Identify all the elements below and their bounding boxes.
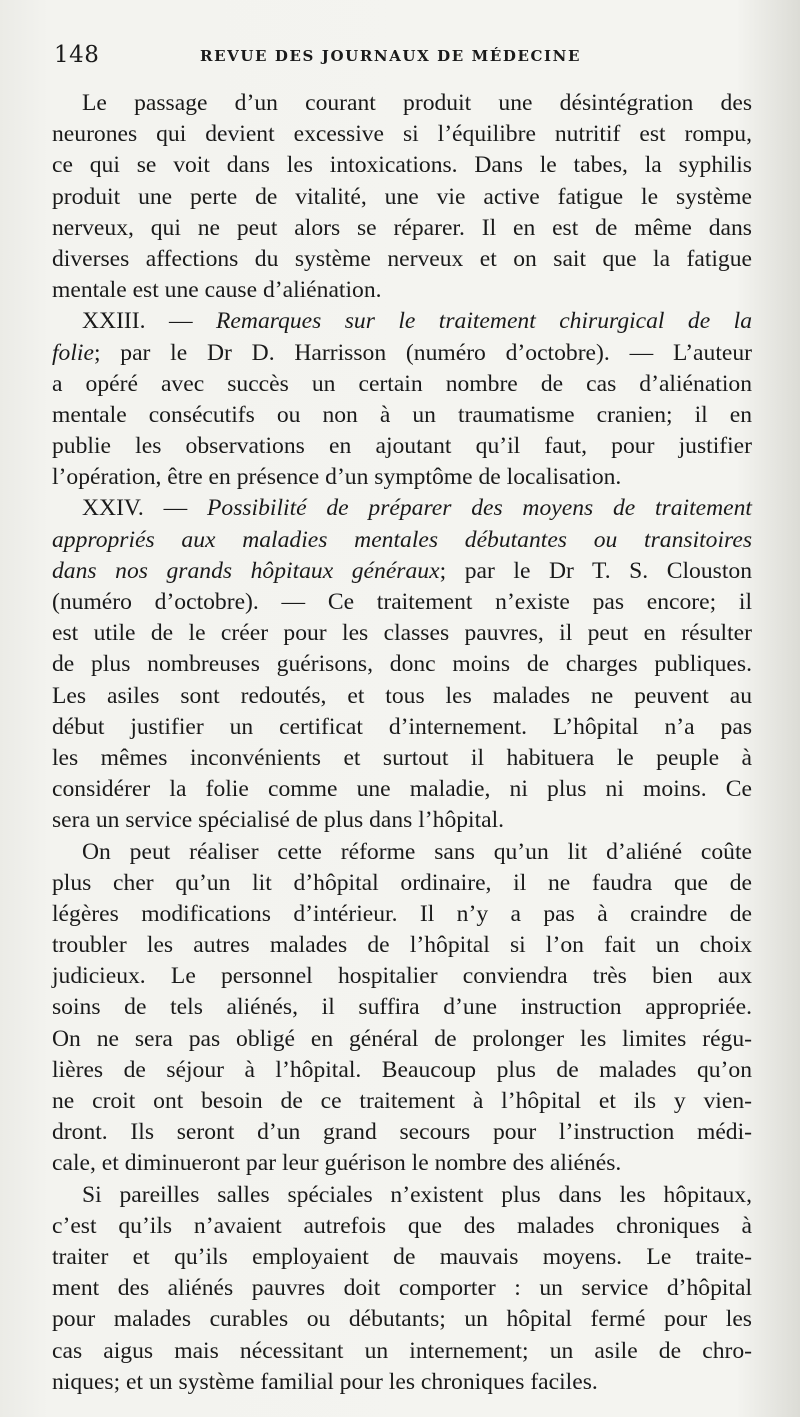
text-line bbox=[52, 338, 752, 369]
text-segment: neurones qui devient excessive si l’équilibre nutritif est rompu, bbox=[52, 121, 752, 148]
text-line bbox=[52, 1211, 752, 1242]
text-segment: c’est qu’ils n’avaient autrefois que des malades chroniques à bbox=[52, 1212, 752, 1239]
text-line bbox=[52, 649, 752, 680]
text-segment: ; par le Dr T. S. Clouston bbox=[439, 557, 752, 584]
text-segment: dront. Ils seront d’un grand secours pour l’instruction médi- bbox=[52, 1119, 752, 1146]
text-segment: judicieux. Le personnel hospitalier conviendra très bien aux bbox=[52, 963, 752, 990]
text-segment: plus cher qu’un lit d’hôpital ordinaire, il ne faudra que de bbox=[52, 869, 752, 896]
text-line bbox=[52, 1180, 752, 1211]
text-line bbox=[52, 493, 752, 524]
text-segment: niques; et un système familial pour les chroniques faciles. bbox=[52, 1368, 598, 1395]
italic-text-segment: folie bbox=[52, 339, 94, 366]
text-line bbox=[52, 712, 752, 743]
text-segment: (numéro d’octobre). — Ce traitement n’existe pas encore; il bbox=[52, 589, 752, 615]
text-segment: Les asiles sont redoutés, et tous les malades ne peuvent au bbox=[52, 682, 752, 709]
text-segment: lières de séjour à l’hôpital. Beaucoup plus de malades qu’on bbox=[52, 1056, 752, 1083]
text-segment: produit une perte de vitalité, une vie active fatigue le système bbox=[52, 183, 752, 210]
italic-text-segment: dans nos grands hôpitaux généraux bbox=[52, 557, 440, 584]
text-line bbox=[52, 805, 752, 836]
text-segment: traiter et qu’ils employaient de mauvais moyens. Le traite- bbox=[52, 1243, 752, 1270]
text-line bbox=[52, 899, 752, 930]
text-line bbox=[52, 150, 752, 181]
text-segment: mentale consécutifs ou non à un traumatisme cranien; il en bbox=[52, 401, 752, 428]
text-line bbox=[52, 88, 752, 119]
text-segment: de plus nombreuses guérisons, donc moins de charges publiques. bbox=[52, 651, 752, 678]
text-segment: pour malades curables ou débutants; un hôpital fermé pour les bbox=[52, 1306, 752, 1333]
text-line bbox=[52, 525, 752, 556]
text-line bbox=[52, 462, 752, 493]
text-segment: est utile de le créer pour les classes pauvres, il peut en résulter bbox=[52, 620, 752, 647]
italic-text-segment: appropriés aux maladies mentales débutantes ou transitoires bbox=[52, 526, 752, 553]
text-line bbox=[52, 182, 752, 213]
text-segment: Si pareilles salles spéciales n’existent plus dans les hôpitaux, bbox=[82, 1181, 752, 1208]
running-title: REVUE DES JOURNAUX DE MÉDECINE bbox=[200, 47, 582, 65]
text-line bbox=[52, 213, 752, 244]
page-header bbox=[52, 42, 752, 72]
text-segment: soins de tels aliénés, il suffira d’une instruction appropriée. bbox=[52, 994, 752, 1021]
text-segment: les mêmes inconvénients et surtout il habituera le peuple à bbox=[52, 744, 752, 771]
text-line bbox=[52, 681, 752, 712]
text-segment: On peut réaliser cette réforme sans qu’un lit d’aliéné coûte bbox=[82, 838, 752, 865]
text-line bbox=[52, 1367, 752, 1398]
text-segment: troubler les autres malades de l’hôpital si l’on fait un choix bbox=[52, 932, 752, 959]
text-line bbox=[52, 774, 752, 805]
text-line bbox=[52, 556, 752, 587]
text-segment: considérer la folie comme une maladie, ni plus ni moins. Ce bbox=[52, 776, 752, 803]
text-segment: nerveux, qui ne peut alors se réparer. Il en est de même dans bbox=[52, 214, 752, 241]
italic-text-segment: Possibilité de préparer des moyens de traitement bbox=[206, 495, 752, 522]
text-segment: On ne sera pas obligé en général de prolonger les limites régu- bbox=[52, 1025, 752, 1052]
text-line bbox=[52, 618, 752, 649]
text-line bbox=[52, 1304, 752, 1335]
text-segment: ce qui se voit dans les intoxications. Dans le tabes, la syphilis bbox=[52, 152, 752, 179]
text-line bbox=[52, 1336, 752, 1367]
text-segment: XXIII. — bbox=[82, 308, 217, 335]
text-line bbox=[52, 1148, 752, 1179]
page-number: 148 bbox=[54, 42, 100, 68]
text-segment: ne croit ont besoin de ce traitement à l’hôpital et ils y vien- bbox=[52, 1088, 752, 1114]
text-segment: mentale est une cause d’aliénation. bbox=[52, 277, 382, 304]
text-line bbox=[52, 1273, 752, 1304]
text-line bbox=[52, 930, 752, 961]
text-line bbox=[52, 1086, 752, 1117]
text-line bbox=[52, 587, 752, 618]
text-line bbox=[52, 1242, 752, 1273]
text-segment: cale, et diminueront par leur guérison le nombre des aliénés. bbox=[52, 1150, 622, 1177]
text-segment: XXIV. — bbox=[82, 495, 207, 522]
text-line bbox=[52, 961, 752, 992]
text-line bbox=[52, 1024, 752, 1055]
text-line bbox=[52, 306, 752, 337]
text-segment: diverses affections du système nerveux et on sait que la fatigue bbox=[52, 245, 752, 272]
text-segment: ; par le Dr D. Harrisson (numéro d’octobre). — L’auteur bbox=[93, 339, 752, 366]
text-line bbox=[52, 400, 752, 431]
text-line bbox=[52, 992, 752, 1023]
text-segment: début justifier un certificat d’internement. L’hôpital n’a pas bbox=[52, 713, 752, 740]
text-segment: ment des aliénés pauvres doit comporter : un service d’hôpital bbox=[52, 1275, 752, 1302]
text-line bbox=[52, 244, 752, 275]
text-line bbox=[52, 743, 752, 774]
text-segment: l’opération, être en présence d’un symptôme de localisation. bbox=[52, 464, 622, 491]
text-line bbox=[52, 1055, 752, 1086]
text-line bbox=[52, 275, 752, 306]
text-segment: cas aigus mais nécessitant un internement; un asile de chro- bbox=[52, 1337, 752, 1364]
text-segment: légères modifications d’intérieur. Il n’y a pas à craindre de bbox=[52, 900, 752, 927]
text-line bbox=[52, 1117, 752, 1148]
text-line bbox=[52, 369, 752, 400]
text-line bbox=[52, 431, 752, 462]
text-segment: Le passage d’un courant produit une désintégration des bbox=[82, 90, 752, 116]
text-segment: a opéré avec succès un certain nombre de cas d’aliénation bbox=[52, 370, 752, 397]
text-line bbox=[52, 837, 752, 868]
text-segment: sera un service spécialisé de plus dans l’hôpital. bbox=[52, 807, 505, 834]
text-line bbox=[52, 119, 752, 150]
italic-text-segment: Remarques sur le traitement chirurgical de la bbox=[216, 308, 752, 335]
text-segment: publie les observations en ajoutant qu’il faut, pour justifier bbox=[52, 433, 752, 460]
text-line bbox=[52, 868, 752, 899]
body-text bbox=[52, 88, 752, 1398]
